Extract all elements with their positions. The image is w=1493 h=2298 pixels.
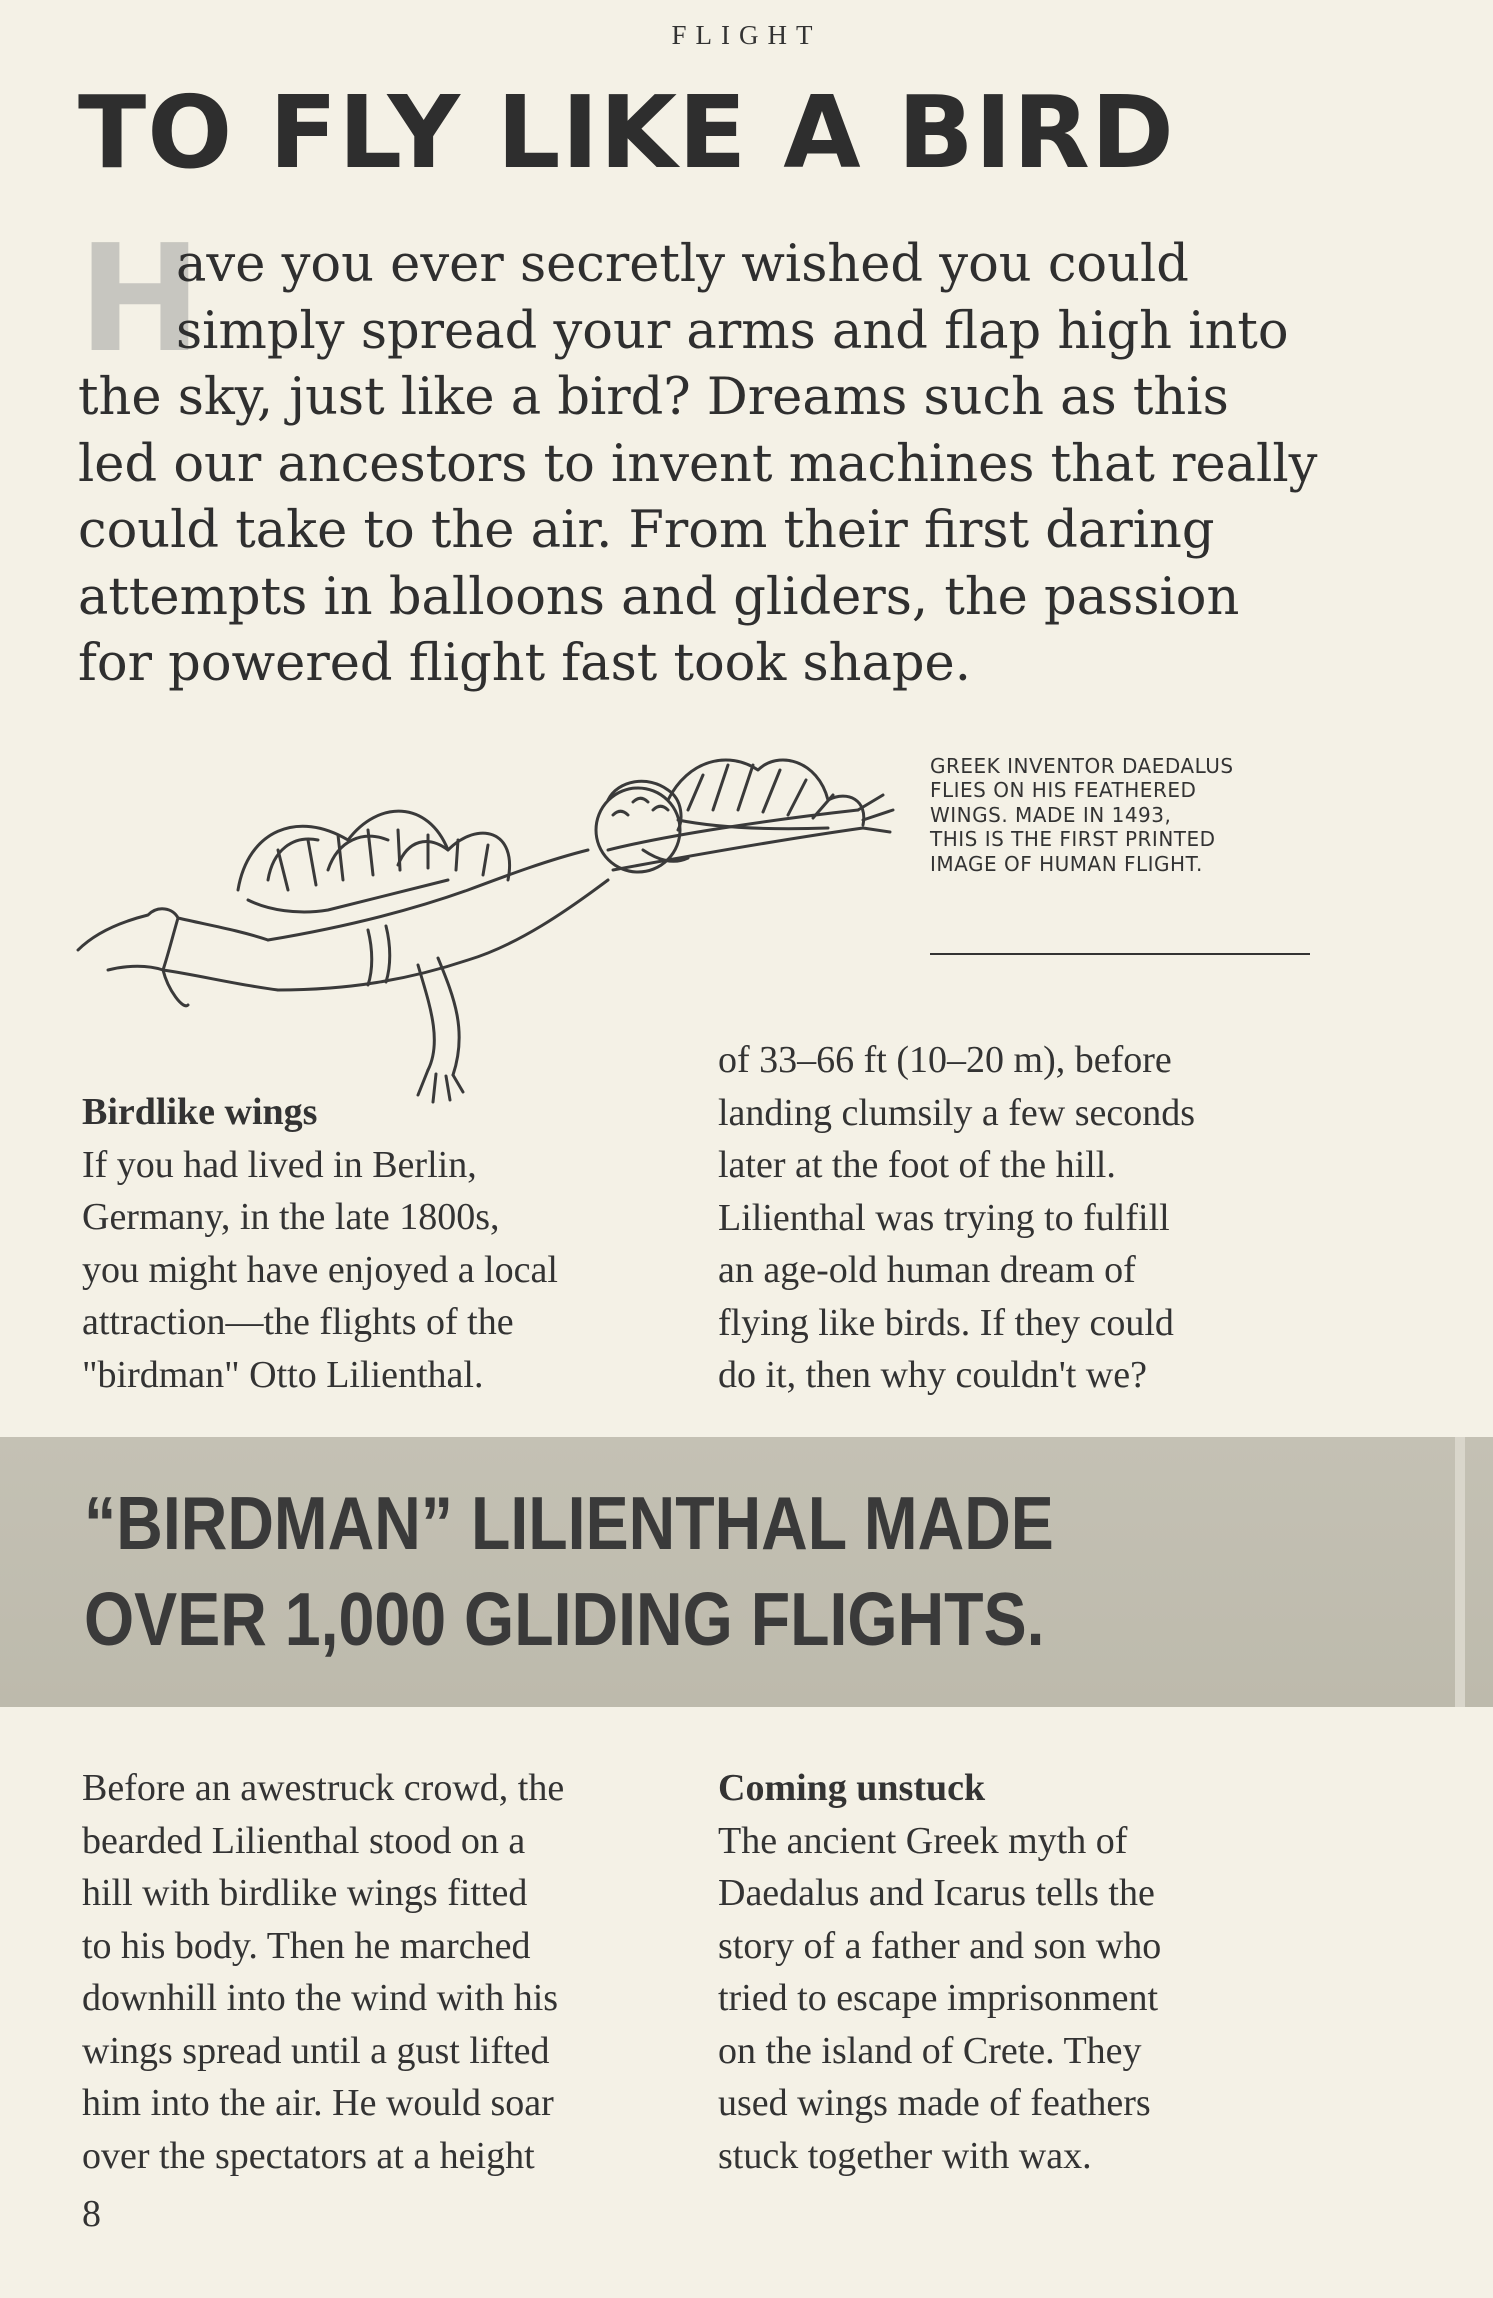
body-line: an age-old human dream of	[718, 1249, 1136, 1291]
caption-line: FLIES ON HIS FEATHERED	[930, 778, 1197, 803]
section-heading: Birdlike wings	[82, 1091, 318, 1133]
drop-cap: H	[78, 213, 202, 385]
body-line: stuck together with wax.	[718, 2134, 1092, 2177]
body-line: landing clumsily a few seconds	[718, 1091, 1196, 1134]
caption-line: IMAGE OF HUMAN FLIGHT.	[930, 851, 1203, 876]
image-caption	[930, 754, 1310, 876]
section2-left-column	[82, 1762, 564, 2182]
body-line: wings spread until a gust lifted	[82, 2029, 550, 2072]
body-line: do it, then why couldn't we?	[718, 1354, 1147, 1396]
caption-line: GREEK INVENTOR DAEDALUS	[930, 754, 1234, 778]
body-line: downhill into the wind with his	[82, 1977, 559, 2019]
section-heading: Coming unstuck	[718, 1767, 986, 1809]
pull-quote-line: OVER 1,000 GLIDING FLIGHTS.	[84, 1577, 1045, 1661]
caption-line: THIS IS THE FIRST PRINTED	[930, 827, 1216, 852]
page-number: 8	[82, 2193, 101, 2235]
intro-line: could take to the air. From their first daring	[78, 501, 1215, 560]
body-line: you might have enjoyed a local	[82, 1248, 558, 1291]
body-line: hill with birdlike wings fitted	[82, 1872, 528, 1914]
intro-line: attempts in balloons and gliders, the passion	[78, 567, 1240, 627]
body-line: attraction—the flights of the	[82, 1301, 514, 1343]
section1-left-column	[82, 1086, 558, 1401]
page-title: TO FLY LIKE A BIRD	[78, 74, 1175, 191]
body-line: Lilienthal was trying to fulfill	[718, 1196, 1170, 1239]
body-line: later at the foot of the hill.	[718, 1144, 1116, 1186]
intro-paragraph	[78, 213, 1318, 698]
pull-quote-line: “BIRDMAN” LILIENTHAL MADE	[84, 1481, 1054, 1565]
running-head: FLIGHT	[671, 20, 822, 50]
section2-right-column	[718, 1762, 1161, 2182]
body-line: tried to escape imprisonment	[718, 1977, 1159, 2019]
body-line: Germany, in the late 1800s,	[82, 1196, 500, 1238]
body-line: used wings made of feathers	[718, 2082, 1151, 2124]
intro-line: ave you ever secretly wished you could	[176, 235, 1189, 294]
body-line: story of a father and son who	[718, 1924, 1162, 1967]
body-line: "birdman" Otto Lilienthal.	[82, 1353, 484, 1396]
section1-right-column	[718, 1034, 1195, 1402]
body-line: Before an awestruck crowd, the	[82, 1767, 565, 1809]
body-line: If you had lived in Berlin,	[82, 1143, 477, 1186]
body-line: to his body. Then he marched	[82, 1924, 531, 1967]
intro-line: for powered flight fast took shape.	[78, 634, 971, 693]
body-line: Daedalus and Icarus tells the	[718, 1872, 1155, 1914]
intro-line: the sky, just like a bird? Dreams such as this	[78, 368, 1229, 427]
body-line: him into the air. He would soar	[82, 2082, 554, 2124]
body-line: over the spectators at a height	[82, 2134, 535, 2177]
body-line: on the island of Crete. They	[718, 2029, 1142, 2072]
banner-edge	[1455, 1437, 1465, 1707]
body-line: flying like birds. If they could	[718, 1301, 1174, 1344]
caption-line: WINGS. MADE IN 1493,	[930, 802, 1172, 827]
pull-quote	[84, 1475, 1054, 1667]
caption-divider	[930, 953, 1310, 955]
intro-line: simply spread your arms and flap high into	[176, 301, 1289, 361]
intro-line: led our ancestors to invent machines that really	[78, 434, 1318, 494]
body-line: of 33–66 ft (10–20 m), before	[718, 1039, 1172, 1081]
body-line: bearded Lilienthal stood on a	[82, 1819, 526, 1862]
body-line: The ancient Greek myth of	[718, 1819, 1128, 1862]
